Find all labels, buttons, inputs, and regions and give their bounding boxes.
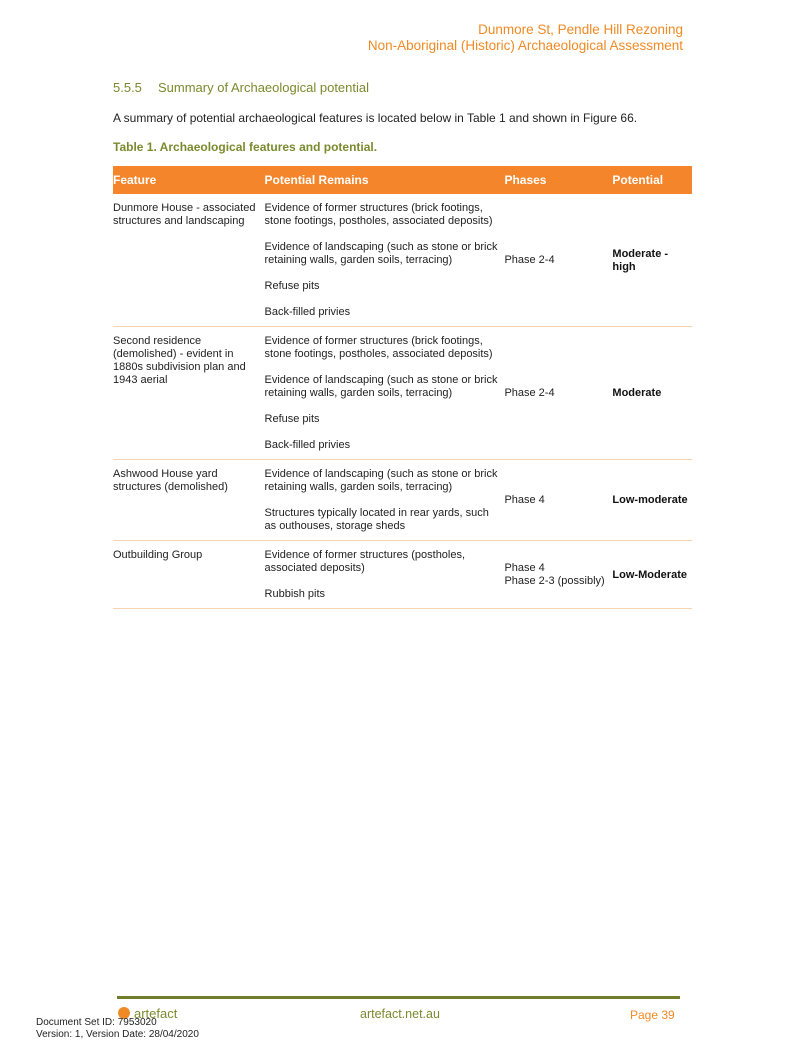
footer-website: artefact.net.au bbox=[360, 1007, 440, 1021]
potential-cell: Low-moderate bbox=[612, 460, 692, 541]
phases-cell: Phase 2-4 bbox=[504, 194, 612, 327]
feature-cell: Second residence (demolished) - evident in 1880s subdivision plan and 1943 aerial bbox=[113, 327, 265, 460]
phases-cell: Phase 4 Phase 2-3 (possibly) bbox=[504, 541, 612, 609]
table-row bbox=[113, 460, 692, 541]
section-title: Summary of Archaeological potential bbox=[158, 80, 370, 95]
column-header-potential-remains: Potential Remains bbox=[265, 166, 505, 194]
logo-text: artefact bbox=[134, 1006, 178, 1021]
remain-item: Evidence of landscaping (such as stone or brick retaining walls, garden soils, terracing) bbox=[264, 468, 498, 493]
remains-cell bbox=[265, 327, 505, 460]
remain-item: Evidence of landscaping (such as stone or brick retaining walls, garden soils, terracing) bbox=[264, 374, 498, 399]
remains-cell bbox=[265, 460, 505, 541]
remain-item: Refuse pits bbox=[264, 280, 320, 292]
feature-cell: Dunmore House - associated structures and landscaping bbox=[113, 194, 265, 327]
remain-item: Evidence of former structures (postholes, associated deposits) bbox=[264, 549, 466, 574]
potential-cell: Moderate bbox=[612, 327, 692, 460]
feature-cell: Outbuilding Group bbox=[113, 541, 265, 609]
phases-cell: Phase 2-4 bbox=[504, 327, 612, 460]
remains-cell bbox=[265, 194, 505, 327]
column-header-feature: Feature bbox=[113, 166, 265, 194]
document-id-block bbox=[36, 1017, 199, 1041]
potential-cell: Low-Moderate bbox=[612, 541, 692, 609]
archaeological-features-table bbox=[113, 166, 692, 609]
section-number: 5.5.5 bbox=[113, 80, 142, 95]
remain-item: Back-filled privies bbox=[264, 306, 351, 318]
column-header-potential: Potential bbox=[612, 166, 692, 194]
column-header-phases: Phases bbox=[504, 166, 612, 194]
potential-cell: Moderate - high bbox=[612, 194, 692, 327]
table-row bbox=[113, 327, 692, 460]
remain-item: Rubbish pits bbox=[264, 588, 326, 600]
footer-divider bbox=[117, 996, 680, 999]
remain-item: Structures typically located in rear yards, such as outhouses, storage sheds bbox=[264, 507, 489, 532]
table-row bbox=[113, 194, 692, 327]
phases-cell: Phase 4 bbox=[504, 460, 612, 541]
document-version: Version: 1, Version Date: 28/04/2020 bbox=[36, 1029, 199, 1040]
remain-item: Refuse pits bbox=[264, 413, 320, 425]
document-set-id: Document Set ID: 7953020 bbox=[36, 1017, 157, 1028]
header-subtitle: Non-Aboriginal (Historic) Archaeological Assessment bbox=[367, 38, 683, 53]
header-title: Dunmore St, Pendle Hill Rezoning bbox=[478, 22, 683, 37]
table-row bbox=[113, 541, 692, 609]
table-header-row bbox=[113, 166, 692, 194]
remain-item: Evidence of former structures (brick footings, stone footings, postholes, associated deposits) bbox=[264, 335, 493, 360]
intro-paragraph: A summary of potential archaeological features is located below in Table 1 and shown in Figure 66. bbox=[113, 111, 638, 125]
document-header bbox=[368, 22, 683, 54]
feature-cell: Ashwood House yard structures (demolished) bbox=[113, 460, 265, 541]
table-caption: Table 1. Archaeological features and potential. bbox=[113, 140, 378, 154]
page-number: Page 39 bbox=[630, 1008, 675, 1022]
remain-item: Evidence of landscaping (such as stone or brick retaining walls, garden soils, terracing) bbox=[264, 241, 498, 266]
section-heading bbox=[113, 80, 369, 95]
remains-cell bbox=[265, 541, 505, 609]
remain-item: Back-filled privies bbox=[264, 439, 351, 451]
remain-item: Evidence of former structures (brick footings, stone footings, postholes, associated deposits) bbox=[264, 202, 493, 227]
